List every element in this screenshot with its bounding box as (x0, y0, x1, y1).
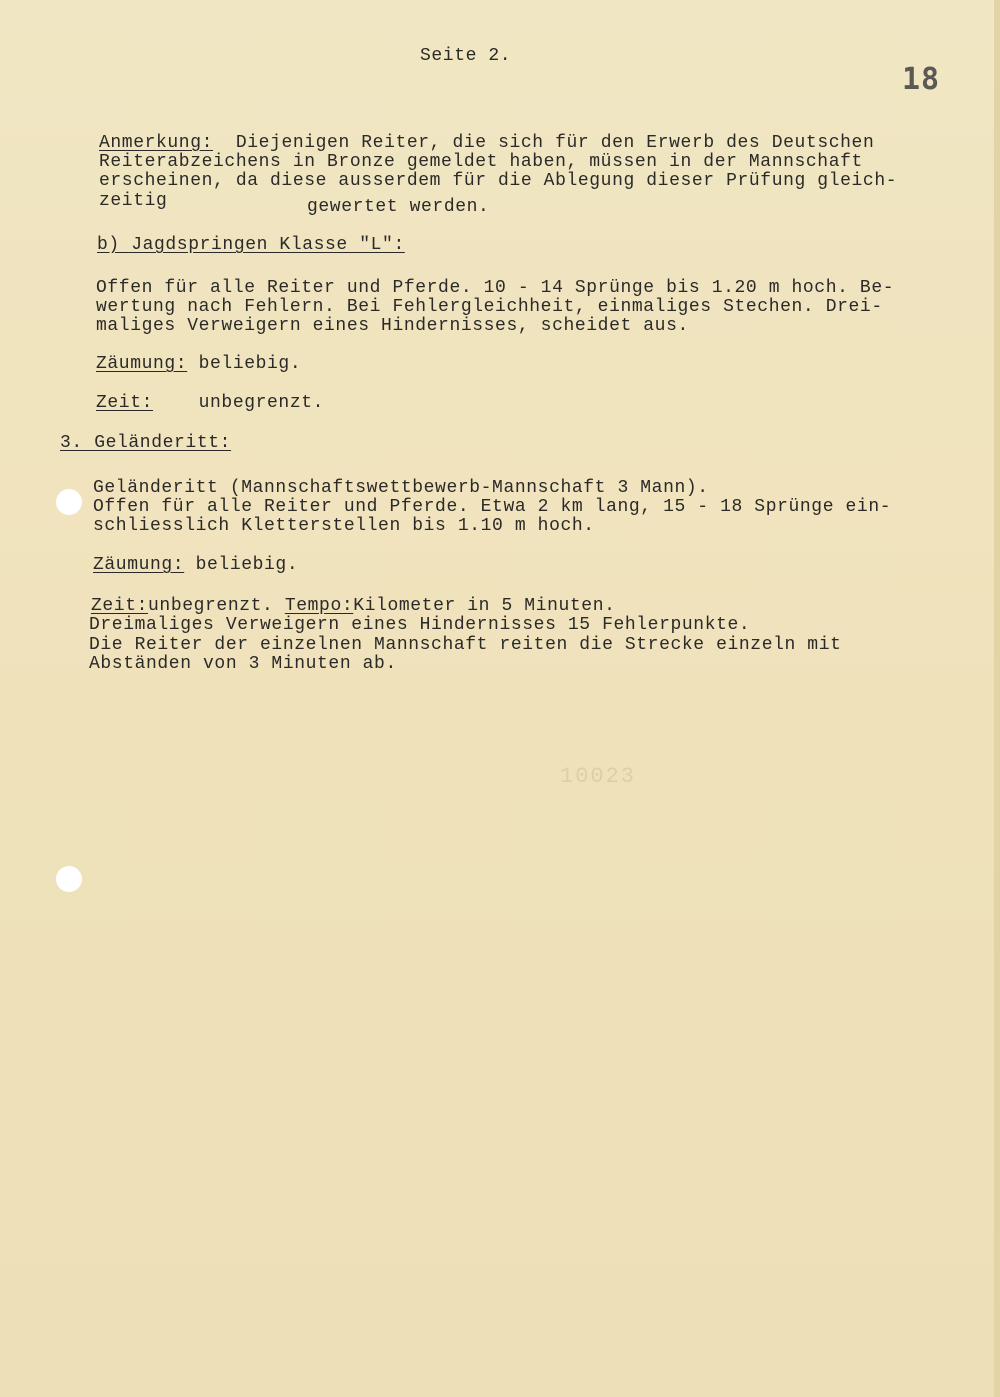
section-b-zaeumung (96, 354, 301, 374)
zeit-value: unbegrenzt. (198, 393, 325, 413)
section-3-line-3: schliesslich Kletterstellen bis 1.10 m hoch. (93, 516, 595, 536)
note-text-1: Diejenigen Reiter, die sich für den Erwerb des Deutschen (235, 133, 875, 153)
punch-hole-upper (56, 489, 82, 515)
tempo-label: Tempo: (284, 596, 354, 616)
section-b-heading: b) Jagdspringen Klasse "L": (97, 235, 405, 255)
section-b-zeit (96, 393, 324, 413)
paper-edge (994, 0, 1000, 1397)
note-line-4b: gewertet werden. (307, 197, 490, 217)
section-3-zeit-tempo (91, 596, 616, 616)
note-label: Anmerkung: (99, 133, 214, 153)
section-b-line-1: Offen für alle Reiter und Pferde. 10 - 14 Sprünge bis 1.20 m hoch. Be- (96, 278, 895, 298)
section-3-zaeumung (93, 555, 298, 575)
zeit-label: Zeit: (96, 393, 154, 413)
section-3-heading: 3. Geländeritt: (60, 433, 232, 453)
zaeumung-label: Zäumung: (93, 555, 185, 575)
section-3-line-6: Abständen von 3 Minuten ab. (89, 654, 397, 674)
section-3-line-2: Offen für alle Reiter und Pferde. Etwa 2 km lang, 15 - 18 Sprünge ein- (93, 497, 892, 517)
page-label: Seite 2. (420, 46, 512, 66)
section-b-line-2: wertung nach Fehlern. Bei Fehlergleichheit, einmaliges Stechen. Drei- (96, 297, 883, 317)
faint-show-through-number: 10023 (560, 764, 637, 789)
zaeumung-value: beliebig. (195, 555, 299, 575)
note-line-2: Reiterabzeichens in Bronze gemeldet haben, müssen in der Mannschaft (99, 152, 863, 172)
zeit-label: Zeit: (91, 596, 149, 616)
note-line-4a: zeitig (99, 191, 168, 211)
tempo-value: Kilometer in 5 Minuten. (353, 596, 616, 616)
section-3-line-4: Dreimaliges Verweigern eines Hindernisses 15 Fehlerpunkte. (89, 615, 751, 635)
stamp-number: 18 (902, 62, 941, 97)
punch-hole-lower (56, 866, 82, 892)
note-line-1 (99, 133, 874, 153)
zeit-value: unbegrenzt. (148, 596, 274, 616)
section-3-line-5: Die Reiter der einzelnen Mannschaft reiten die Strecke einzeln mit (89, 635, 842, 655)
section-b-line-3: maliges Verweigern eines Hindernisses, scheidet aus. (96, 316, 689, 336)
zaeumung-value: beliebig. (198, 354, 302, 374)
note-line-3: erscheinen, da diese ausserdem für die Ablegung dieser Prüfung gleich- (99, 171, 898, 191)
zaeumung-label: Zäumung: (96, 354, 188, 374)
section-3-line-1: Geländeritt (Mannschaftswettbewerb-Mannschaft 3 Mann). (93, 478, 709, 498)
